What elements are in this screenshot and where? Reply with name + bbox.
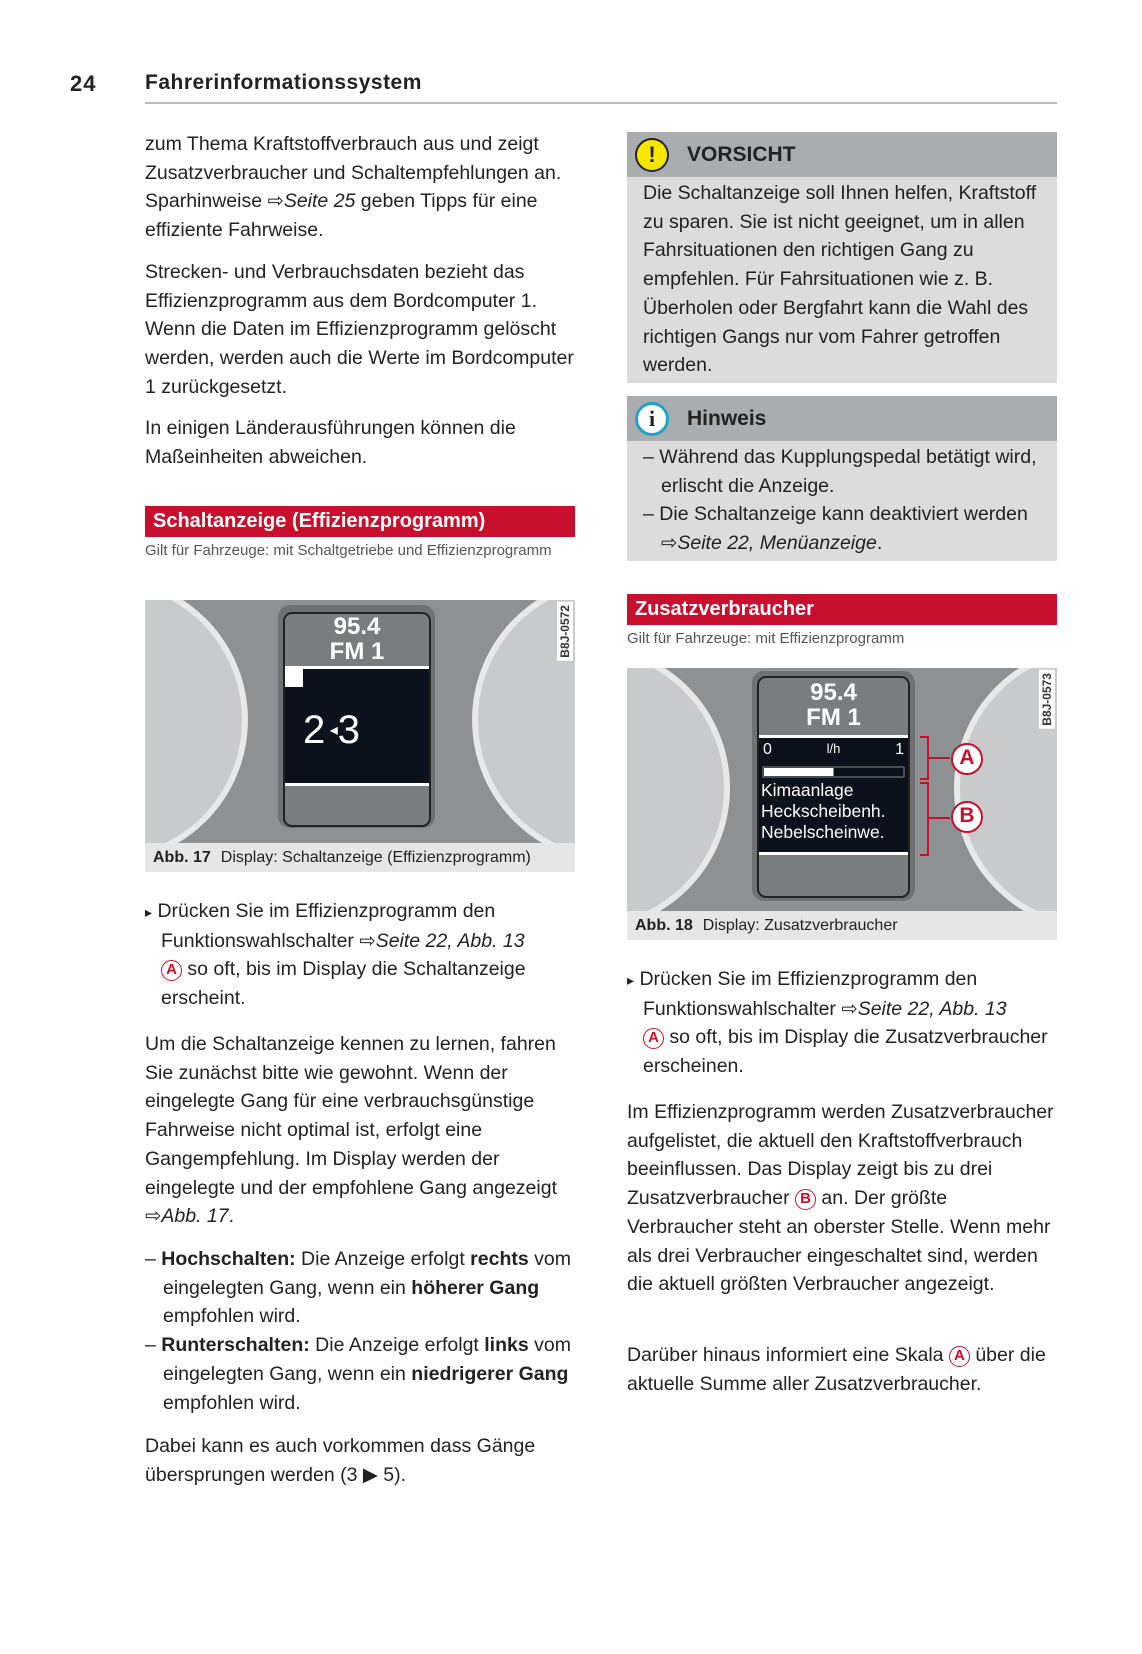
figure-17 xyxy=(145,600,575,872)
callout-a: A xyxy=(161,960,182,981)
applies-to: Gilt für Fahrzeuge: mit Schaltgetriebe und Effizienzprogramm xyxy=(145,542,552,559)
units-paragraph: In einigen Länderausführungen können die Maßeinheiten abweichen. xyxy=(145,417,516,468)
arrow-icon: ⇨ xyxy=(267,190,284,213)
scale-max: 1 xyxy=(895,741,904,758)
page-number: 24 xyxy=(70,71,97,96)
caution-title: VORSICHT xyxy=(687,142,796,166)
list-item xyxy=(145,1245,575,1331)
caption-text: Display: Schaltanzeige (Effizienzprogramm) xyxy=(220,849,531,866)
callout-b: B xyxy=(795,1189,816,1210)
consumer-list xyxy=(761,780,886,843)
section-heading-zusatzverbraucher: Zusatzverbraucher xyxy=(627,594,1057,625)
shift-list xyxy=(145,1245,575,1417)
text: empfohlen wird. xyxy=(163,1305,301,1328)
figure-code: B8J-0572 xyxy=(557,602,573,661)
text: geben Tipps für eine effiziente Fahrweise. xyxy=(145,190,538,242)
dash: – xyxy=(643,503,654,526)
recommended-gear: 3 xyxy=(337,708,360,752)
scale-min: 0 xyxy=(763,741,772,758)
consumers-paragraph xyxy=(627,1098,1057,1299)
explanation-paragraph xyxy=(145,1030,575,1231)
caption-text: Display: Zusatzverbraucher xyxy=(702,917,898,934)
dash: – xyxy=(145,1334,156,1357)
list-item xyxy=(145,1331,575,1417)
figure-caption xyxy=(145,843,575,872)
radio-band: FM 1 xyxy=(329,638,385,665)
text: empfohlen wird. xyxy=(163,1391,301,1414)
figure-18 xyxy=(627,668,1057,940)
scale-paragraph xyxy=(627,1341,1057,1398)
emph: niedrigerer Gang xyxy=(411,1362,569,1385)
arrow-icon: ⇨ xyxy=(841,997,858,1020)
emph: rechts xyxy=(470,1248,529,1270)
text: Drücken Sie im Effizienzprogramm den Funktionswahlschalter xyxy=(639,968,978,1020)
radio-frequency: 95.4 xyxy=(810,679,857,706)
caution-box xyxy=(627,132,1057,383)
figure-caption xyxy=(627,911,1057,940)
text: so oft, bis im Display die Schaltanzeige erscheint. xyxy=(161,958,526,1010)
emph: höherer Gang xyxy=(411,1276,540,1299)
list-item xyxy=(643,500,1041,557)
text: . xyxy=(228,1205,234,1228)
text: Im Effizienzprogramm werden Zusatzverbraucher aufgelistet, die aktuell den Kraftstoffverbrauch beeinflussen. Das Display zeigt bis zu drei Zusatzverbraucher xyxy=(627,1101,1054,1210)
dash: – xyxy=(145,1248,156,1270)
caution-header xyxy=(627,132,1057,177)
caption-number: Abb. 17 xyxy=(153,849,211,866)
term: Hochschalten: xyxy=(161,1248,296,1270)
skip-gears-paragraph: Dabei kann es auch vorkommen dass Gänge übersprungen werden (3 ▶ 5). xyxy=(145,1435,536,1486)
header-rule xyxy=(145,102,1057,104)
consumption-scale-fill xyxy=(764,768,834,776)
caption-number: Abb. 18 xyxy=(635,917,693,934)
radio-frequency: 95.4 xyxy=(333,613,381,640)
warning-icon: ! xyxy=(635,138,669,172)
data-source-paragraph: Strecken- und Verbrauchsdaten bezieht das Effizienzprogramm aus dem Bordcomputer 1. Wenn die Daten im Effizienzprogramm gelöscht werden, werden auch die Werte im Bordcomputer 1 zurückgesetzt. xyxy=(145,261,574,398)
applies-to: Gilt für Fahrzeuge: mit Effizienzprogramm xyxy=(627,630,905,647)
gear-recommendation: 2 ◂3 xyxy=(303,708,360,752)
page-link[interactable]: Seite 22, Menüanzeige xyxy=(677,532,877,555)
list-item xyxy=(643,443,1041,500)
text: über die aktuelle Summe aller Zusatzverbraucher. xyxy=(627,1344,1046,1395)
text: Darüber hinaus informiert eine Skala xyxy=(627,1344,949,1366)
intro-paragraph xyxy=(145,130,575,245)
note-box xyxy=(627,396,1057,561)
page-title: Fahrerinformationssystem xyxy=(145,71,422,94)
dash: – xyxy=(643,446,654,468)
arrow-icon: ⇨ xyxy=(145,1205,162,1228)
current-gear: 2 xyxy=(303,708,326,752)
text: . xyxy=(876,532,883,555)
text: Die Anzeige erfolgt xyxy=(295,1248,471,1270)
callout-a: A xyxy=(949,1346,970,1367)
text: Drücken Sie im Effizienzprogramm den Funktionswahlschalter xyxy=(157,900,496,952)
figure-link[interactable]: Seite 22, Abb. 13 xyxy=(857,997,1007,1020)
scale-unit: l/h xyxy=(826,741,841,756)
figure-link[interactable]: Abb. 17 xyxy=(161,1205,229,1228)
note-body xyxy=(627,441,1057,562)
text: Die Schaltanzeige kann deaktiviert werden xyxy=(659,503,1028,526)
text: vom eingelegten Gang, wenn ein xyxy=(163,1248,571,1299)
text: Während das Kupplungspedal betätigt wird, erlischt die Anzeige. xyxy=(659,446,1037,497)
term: Runterschalten: xyxy=(161,1334,310,1357)
text: so oft, bis im Display die Zusatzverbraucher erscheinen. xyxy=(643,1026,1048,1078)
instruction-step xyxy=(627,965,1057,1081)
page-link[interactable]: Seite 25 xyxy=(283,190,356,213)
callout-a: A xyxy=(959,746,975,769)
arrow-icon: ⇨ xyxy=(661,532,678,555)
text: zum Thema Kraftstoffverbrauch aus und zeigt Zusatzverbraucher und Schaltempfehlungen an. Sparhinweise xyxy=(145,133,562,213)
text: Um die Schaltanzeige kennen zu lernen, fahren Sie zunächst bitte wie gewohnt. Wenn der eingelegte Gang für eine verbrauchsgünstige Fahrweise nicht optimal ist, erfolgt eine Gangempfehlung. Im Display werden der eingelegte und der empfohlene Gang angezeigt xyxy=(145,1033,557,1199)
note-title: Hinweis xyxy=(687,406,767,430)
info-icon: i xyxy=(635,402,669,436)
note-header xyxy=(627,396,1057,441)
step-marker-icon: ▸ xyxy=(627,972,635,988)
consumer-item: Heckscheibenh. xyxy=(761,801,886,821)
consumption-scale xyxy=(763,741,904,759)
efficiency-icon xyxy=(285,669,303,687)
text: vom eingelegten Gang, wenn ein xyxy=(163,1334,571,1385)
callout-a: A xyxy=(643,1028,664,1049)
step-marker-icon: ▸ xyxy=(145,904,153,920)
section-heading-schaltanzeige: Schaltanzeige (Effizienzprogramm) xyxy=(145,506,575,537)
arrow-icon: ⇨ xyxy=(359,929,376,952)
emph: links xyxy=(484,1334,529,1357)
consumer-item: Nebelscheinwe. xyxy=(761,822,885,842)
caution-text: Die Schaltanzeige soll Ihnen helfen, Kraftstoff zu sparen. Sie ist nicht geeignet, um in allen Fahrsituationen den richtigen Gang zu empfehlen. Für Fahrsituationen wie z. B. Überholen oder Bergfahrt kann die Wahl des richtigen Gangs nur vom Fahrer getroffen werden. xyxy=(643,182,1037,377)
figure-link[interactable]: Seite 22, Abb. 13 xyxy=(375,929,525,952)
radio-band: FM 1 xyxy=(806,704,861,731)
callout-b: B xyxy=(959,804,975,827)
text: an. Der größte Verbraucher steht an oberster Stelle. Wenn mehr als drei Verbraucher eingeschaltet sind, werden die aktuell größten Verbraucher angezeigt. xyxy=(627,1187,1051,1296)
text: Die Anzeige erfolgt xyxy=(309,1334,485,1357)
figure-code: B8J-0573 xyxy=(1039,670,1055,729)
instruction-step xyxy=(145,897,575,1013)
consumer-item: Kimaanlage xyxy=(761,780,854,800)
